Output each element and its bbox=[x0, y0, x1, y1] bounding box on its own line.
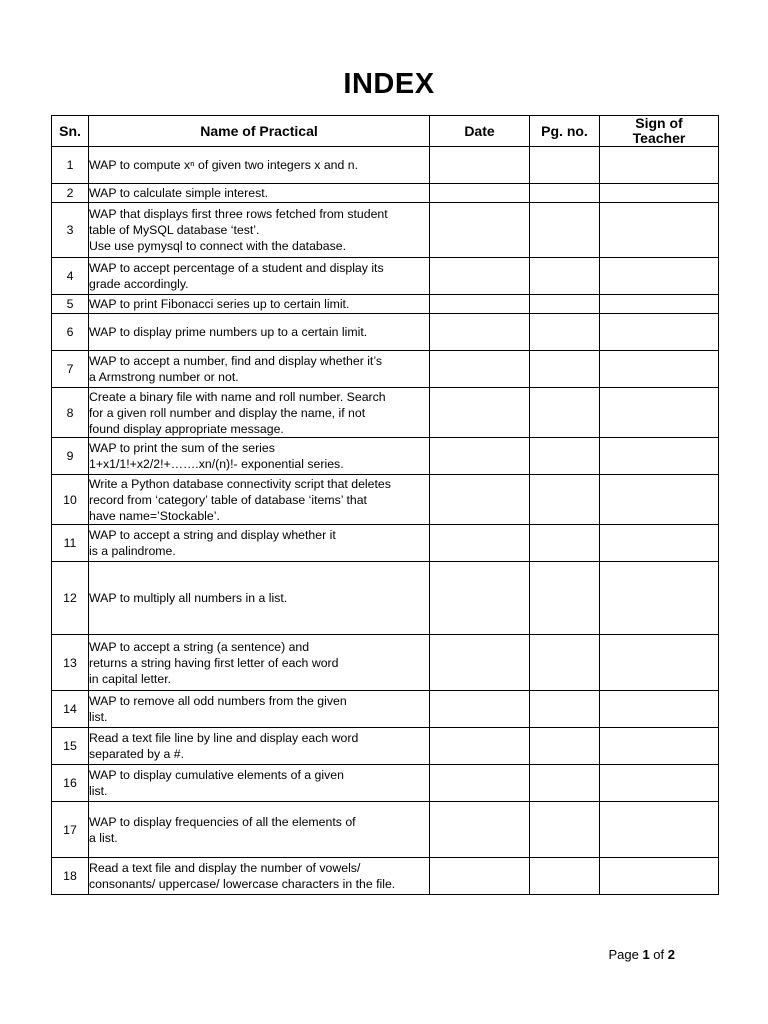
row-date-cell bbox=[430, 388, 530, 438]
practical-index-table bbox=[51, 115, 719, 895]
row-serial-number: 18 bbox=[52, 858, 89, 895]
row-serial-number: 6 bbox=[52, 314, 89, 351]
row-teacher-sign-cell bbox=[600, 184, 719, 203]
row-serial-number: 9 bbox=[52, 438, 89, 475]
row-teacher-sign-cell bbox=[600, 388, 719, 438]
table-row bbox=[52, 388, 719, 438]
practical-name-line: WAP to remove all odd numbers from the given bbox=[89, 694, 347, 708]
row-serial-number: 16 bbox=[52, 765, 89, 802]
row-page-number-cell bbox=[530, 258, 600, 295]
practical-name-line: separated by a #. bbox=[89, 747, 185, 761]
practical-name-line: a Armstrong number or not. bbox=[89, 370, 239, 384]
practical-name-line: found display appropriate message. bbox=[89, 421, 284, 436]
row-teacher-sign-cell bbox=[600, 438, 719, 475]
header-name: Name of Practical bbox=[89, 116, 430, 147]
row-date-cell bbox=[430, 562, 530, 635]
row-page-number-cell bbox=[530, 388, 600, 438]
footer-separator: of bbox=[649, 947, 668, 962]
row-page-number-cell bbox=[530, 525, 600, 562]
table-row bbox=[52, 258, 719, 295]
practical-name-line: WAP that displays first three rows fetched from student bbox=[89, 207, 388, 221]
table-row bbox=[52, 184, 719, 203]
practical-name-line: WAP to accept a number, find and display whether it’s bbox=[89, 354, 383, 368]
row-serial-number: 5 bbox=[52, 295, 89, 314]
page-title: INDEX bbox=[343, 68, 435, 100]
row-practical-name bbox=[89, 635, 430, 691]
practical-name-line: for a given roll number and display the name, if not bbox=[89, 405, 366, 420]
practical-name-line: returns a string having first letter of each word bbox=[89, 655, 339, 670]
table-row bbox=[52, 203, 719, 258]
row-serial-number: 8 bbox=[52, 388, 89, 438]
row-teacher-sign-cell bbox=[600, 203, 719, 258]
row-teacher-sign-cell bbox=[600, 765, 719, 802]
row-date-cell bbox=[430, 691, 530, 728]
row-serial-number: 3 bbox=[52, 203, 89, 258]
table-row bbox=[52, 858, 719, 895]
row-date-cell bbox=[430, 203, 530, 258]
practical-name-line: Use use pymysql to connect with the database. bbox=[89, 239, 347, 253]
practical-name-line: WAP to accept percentage of a student and display its bbox=[89, 261, 384, 275]
practical-name-line: table of MySQL database ‘test’. bbox=[89, 223, 260, 237]
table-row bbox=[52, 295, 719, 314]
row-date-cell bbox=[430, 475, 530, 525]
practical-name-line: record from ‘category’ table of database ‘items’ that bbox=[89, 492, 367, 507]
practical-name-line: WAP to accept a string (a sentence) and bbox=[89, 639, 310, 654]
row-practical-name bbox=[89, 562, 430, 635]
practical-name-line: WAP to display cumulative elements of a given bbox=[89, 768, 344, 782]
row-practical-name bbox=[89, 314, 430, 351]
header-page-number: Pg. no. bbox=[530, 116, 600, 147]
row-teacher-sign-cell bbox=[600, 858, 719, 895]
row-teacher-sign-cell bbox=[600, 562, 719, 635]
row-page-number-cell bbox=[530, 728, 600, 765]
header-date: Date bbox=[430, 116, 530, 147]
practical-name-line: WAP to display prime numbers up to a certain limit. bbox=[89, 325, 368, 339]
row-serial-number: 1 bbox=[52, 147, 89, 184]
row-date-cell bbox=[430, 728, 530, 765]
table-row bbox=[52, 147, 719, 184]
row-practical-name bbox=[89, 691, 430, 728]
row-date-cell bbox=[430, 765, 530, 802]
practical-name-line: Read a text file and display the number of vowels/ bbox=[89, 861, 361, 875]
row-page-number-cell bbox=[530, 858, 600, 895]
row-teacher-sign-cell bbox=[600, 525, 719, 562]
header-sign-of-teacher bbox=[600, 116, 719, 147]
row-practical-name bbox=[89, 765, 430, 802]
header-sn: Sn. bbox=[52, 116, 89, 147]
practical-name-line: have name=’Stockable’. bbox=[89, 508, 220, 523]
row-page-number-cell bbox=[530, 295, 600, 314]
row-serial-number: 14 bbox=[52, 691, 89, 728]
practical-name-line: list. bbox=[89, 784, 108, 798]
row-practical-name bbox=[89, 728, 430, 765]
row-serial-number: 10 bbox=[52, 475, 89, 525]
table-row bbox=[52, 635, 719, 691]
header-sign-line-1: Sign of bbox=[635, 115, 683, 131]
row-teacher-sign-cell bbox=[600, 728, 719, 765]
row-serial-number: 7 bbox=[52, 351, 89, 388]
row-teacher-sign-cell bbox=[600, 314, 719, 351]
page-footer bbox=[608, 947, 675, 962]
row-practical-name bbox=[89, 388, 430, 438]
row-practical-name bbox=[89, 438, 430, 475]
row-serial-number: 17 bbox=[52, 802, 89, 858]
practical-name-line: WAP to display frequencies of all the elements of bbox=[89, 814, 356, 829]
row-page-number-cell bbox=[530, 314, 600, 351]
practical-name-line: grade accordingly. bbox=[89, 277, 189, 291]
table-row bbox=[52, 525, 719, 562]
row-serial-number: 12 bbox=[52, 562, 89, 635]
row-teacher-sign-cell bbox=[600, 351, 719, 388]
row-teacher-sign-cell bbox=[600, 295, 719, 314]
row-teacher-sign-cell bbox=[600, 691, 719, 728]
row-practical-name bbox=[89, 525, 430, 562]
table-row bbox=[52, 562, 719, 635]
row-practical-name bbox=[89, 258, 430, 295]
row-teacher-sign-cell bbox=[600, 475, 719, 525]
row-page-number-cell bbox=[530, 184, 600, 203]
row-serial-number: 2 bbox=[52, 184, 89, 203]
practical-name-line: is a palindrome. bbox=[89, 544, 176, 558]
row-practical-name bbox=[89, 295, 430, 314]
header-sign-line-2: Teacher bbox=[632, 130, 686, 146]
table-row bbox=[52, 765, 719, 802]
row-page-number-cell bbox=[530, 765, 600, 802]
row-serial-number: 11 bbox=[52, 525, 89, 562]
table-row bbox=[52, 691, 719, 728]
practical-name-line: Write a Python database connectivity script that deletes bbox=[89, 476, 391, 491]
row-date-cell bbox=[430, 314, 530, 351]
row-serial-number: 4 bbox=[52, 258, 89, 295]
row-practical-name bbox=[89, 184, 430, 203]
practical-name-line: Create a binary file with name and roll number. Search bbox=[89, 389, 386, 404]
row-date-cell bbox=[430, 802, 530, 858]
row-date-cell bbox=[430, 258, 530, 295]
row-date-cell bbox=[430, 295, 530, 314]
row-serial-number: 15 bbox=[52, 728, 89, 765]
footer-prefix: Page bbox=[608, 947, 643, 962]
row-page-number-cell bbox=[530, 635, 600, 691]
row-teacher-sign-cell bbox=[600, 258, 719, 295]
row-date-cell bbox=[430, 525, 530, 562]
row-teacher-sign-cell bbox=[600, 802, 719, 858]
row-date-cell bbox=[430, 858, 530, 895]
practical-name-line: Read a text file line by line and display each word bbox=[89, 731, 359, 745]
practical-name-line: WAP to multiply all numbers in a list. bbox=[89, 591, 288, 605]
row-teacher-sign-cell bbox=[600, 635, 719, 691]
row-page-number-cell bbox=[530, 475, 600, 525]
row-page-number-cell bbox=[530, 351, 600, 388]
row-practical-name bbox=[89, 858, 430, 895]
row-practical-name bbox=[89, 802, 430, 858]
row-serial-number: 13 bbox=[52, 635, 89, 691]
row-date-cell bbox=[430, 438, 530, 475]
table-row bbox=[52, 351, 719, 388]
practical-name-line: WAP to calculate simple interest. bbox=[89, 186, 269, 200]
row-date-cell bbox=[430, 147, 530, 184]
table-header-row bbox=[52, 116, 719, 147]
practical-name-line: 1+x1/1!+x2/2!+…….xn/(n)!- exponential series. bbox=[89, 457, 344, 471]
row-practical-name bbox=[89, 351, 430, 388]
row-practical-name bbox=[89, 203, 430, 258]
practical-name-line: in capital letter. bbox=[89, 671, 172, 686]
row-teacher-sign-cell bbox=[600, 147, 719, 184]
row-practical-name bbox=[89, 147, 430, 184]
row-date-cell bbox=[430, 351, 530, 388]
practical-name-line: WAP to compute xⁿ of given two integers x and n. bbox=[89, 158, 359, 172]
row-page-number-cell bbox=[530, 562, 600, 635]
footer-current-page: 1 bbox=[642, 947, 650, 962]
practical-name-line: WAP to accept a string and display whether it bbox=[89, 528, 336, 542]
row-page-number-cell bbox=[530, 802, 600, 858]
table-row bbox=[52, 438, 719, 475]
table-row bbox=[52, 314, 719, 351]
table-row bbox=[52, 728, 719, 765]
practical-name-line: list. bbox=[89, 710, 108, 724]
practical-name-line: a list. bbox=[89, 830, 118, 845]
footer-total-pages: 2 bbox=[667, 947, 675, 962]
table-row bbox=[52, 802, 719, 858]
row-page-number-cell bbox=[530, 691, 600, 728]
table-row bbox=[52, 475, 719, 525]
practical-name-line: WAP to print Fibonacci series up to certain limit. bbox=[89, 297, 350, 311]
row-page-number-cell bbox=[530, 438, 600, 475]
row-page-number-cell bbox=[530, 147, 600, 184]
row-practical-name bbox=[89, 475, 430, 525]
row-page-number-cell bbox=[530, 203, 600, 258]
practical-name-line: consonants/ uppercase/ lowercase characters in the file. bbox=[89, 877, 396, 891]
row-date-cell bbox=[430, 635, 530, 691]
row-date-cell bbox=[430, 184, 530, 203]
practical-name-line: WAP to print the sum of the series bbox=[89, 441, 275, 455]
